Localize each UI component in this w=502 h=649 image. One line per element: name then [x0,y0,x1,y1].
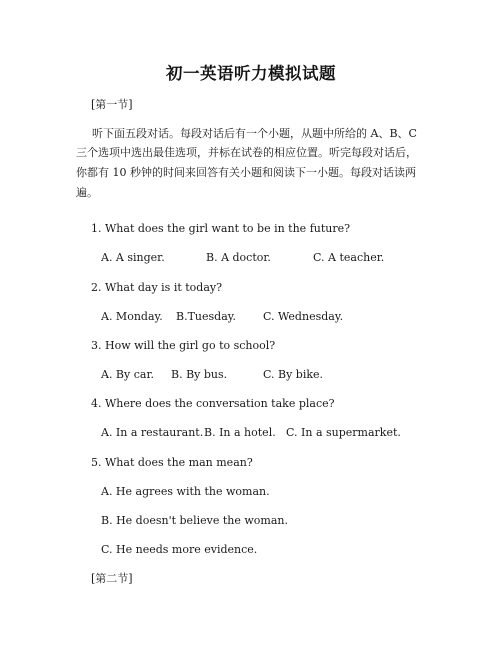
question-5-option-c: C. He needs more evidence. [101,543,258,556]
question-1: 1. What does the girl want to be in the future? [91,222,351,235]
option-b: B. By bus. [171,368,228,381]
option-a: A. In a restaurant. [101,426,204,439]
question-2: 2. What day is it today? [91,281,223,294]
question-2-options [101,309,343,324]
question-4-options [101,425,401,440]
question-4: 4. Where does the conversation take place? [91,397,335,410]
section2-heading: [第二节] [91,572,133,585]
option-c: C. Wednesday. [263,310,344,323]
option-c: C. By bike. [263,368,324,381]
page-title: 初一英语听力模拟试题 [166,64,336,83]
option-b: B. In a hotel. [204,426,276,439]
instruction-line-2: 三个选项中选出最佳选项，并标在试卷的相应位置。听完每段对话后， [76,146,417,159]
instruction-line-3: 你都有 10 秒钟的时间来回答有关小题和阅读下一小题。每段对话读两 [76,166,416,179]
option-b: B.Tuesday. [176,310,237,323]
question-5: 5. What does the man mean? [91,456,253,469]
option-c: C. A teacher. [313,251,385,264]
option-a: A. By car. [101,368,154,381]
section1-heading: [第一节] [91,98,133,111]
question-1-options [101,250,384,265]
option-c: C. In a supermarket. [286,426,401,439]
option-b: B. A doctor. [206,251,271,264]
option-a: A. A singer. [101,251,165,264]
option-a: A. Monday. [101,310,163,323]
question-5-option-b: B. He doesn't believe the woman. [101,514,288,527]
question-3-options [101,367,323,382]
question-5-option-a: A. He agrees with the woman. [101,485,270,498]
question-3: 3. How will the girl go to school? [91,339,276,352]
instruction-line-4: 遍。 [76,186,98,199]
instruction-line-1: 听下面五段对话。每段对话后有一个小题，从题中所给的 A、B、C [92,127,417,140]
